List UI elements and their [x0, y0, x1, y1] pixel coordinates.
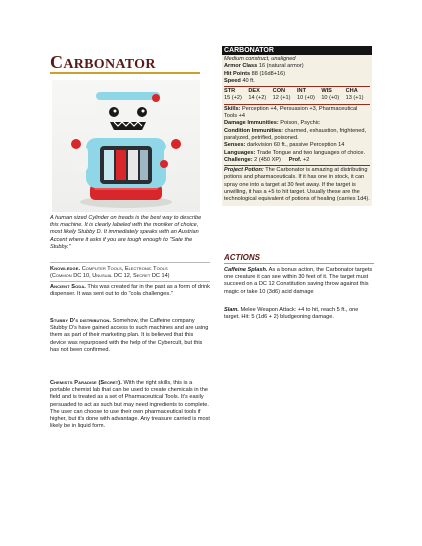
caffeine-splash [224, 267, 374, 296]
chemists-paradise-section [50, 380, 210, 430]
slam-text: Melee Weapon Attack: +4 to hit, reach 5 ft., one target. Hit: 5 (1d6 + 2) bludgeoning damage. [224, 307, 359, 321]
ability-score: 14 (+2) [248, 95, 267, 102]
chemists-paradise-label: Chemists Paradise (Secret). [50, 380, 122, 386]
slam-label: Slam. [224, 307, 239, 313]
ability-name: INT [296, 88, 306, 95]
chemists-paradise-text: With the right skills, this is a portable chemist lab that can be used to create chemicals in the field and is treated as a set of Pharmaceutical Tools. It's easily persuaded to act as such but may need ingredients to complete. The user can choose to use their own pharmaceutical tools if higher, but it's done with advantage. Any treasure carried is most likely be in liquid form. [50, 380, 210, 430]
ability-score: 15 (+2) [224, 95, 242, 102]
armor-class: Armor Class 16 (natural armor) [224, 63, 304, 70]
ability-score: 10 (+0) [321, 95, 340, 102]
distribution-label: Stubby D's distribution. [50, 318, 112, 324]
ability-score: 12 (+1) [272, 95, 291, 102]
divider [50, 262, 210, 263]
robot-illustration-icon [52, 80, 200, 212]
ability-name: CON [272, 88, 286, 95]
caffeine-splash-label: Caffeine Splash. [224, 267, 268, 273]
knowledge-section [50, 266, 210, 280]
hit-points: Hit Points 88 (16d8+16) [224, 70, 286, 77]
knowledge-skills: Computer Tools, Electronic Tools [81, 266, 168, 272]
caffeine-splash-text: As a bonus action, the Carbonator targets one creature it can see within 30 feet of it. The target must succeed on a DC 12 Constitution saving throw against this magic or take 10 (3d6) acid damage [224, 267, 373, 295]
ability-name: WIS [321, 88, 332, 95]
damage-immunities: Damage Immunities: Poison, Psychic [224, 120, 320, 127]
stat-block-name: CARBONATOR [222, 46, 372, 55]
creature-type: Medium construct, unaligned [224, 56, 296, 62]
stat-rule [224, 86, 370, 87]
ancient-soda-section [50, 284, 210, 298]
knowledge-dcs: (Common DC 10, Unusual DC 12, Secret DC 14) [50, 273, 170, 280]
stat-block-body [222, 55, 372, 206]
divider [50, 281, 210, 282]
stat-rule [224, 165, 370, 166]
robot-portrait [52, 80, 200, 212]
project-potion: Project Potion: The Carbonator is amazing at distributing potions and pharmaceuticals. If it has one in stock, it can spray one into a target at 30 feet away. If the target is unwilling, it has a +5 to hit target. Usually these are the technological equivalent of potions of healing (carries 1d4). [224, 167, 370, 203]
ability-name: DEX [248, 88, 260, 95]
ability-scores [224, 95, 370, 102]
skills: Skills: Perception +4, Persuasion +3, Pharmaceutical Tools +4 [224, 105, 358, 120]
page-title [50, 52, 156, 73]
condition-immunities: Condition Immunities: charmed, exhaustion, frightened, paralyzed, petrified, poisoned. [224, 127, 367, 141]
ability-names [224, 88, 370, 95]
languages: Languages: Trade Tongue and two languages of choice. [224, 149, 366, 156]
senses: Senses: darkvision 60 ft., passive Perception 14 [224, 142, 345, 149]
ancient-soda-text: This was created far in the past as a form of drink dispenser. It was sent out to do "cola challenges." [50, 284, 210, 298]
portrait-caption: A human sized Cylinder on treads is the best way to describe this machine. It is clearly labeled with the moniker of choice, most likely Stubby D. It immediately speaks with an Austrian Accent where it asks if you are tough enough to "Sate the Stubby." [50, 215, 202, 250]
distribution-section [50, 318, 210, 354]
ability-score: 10 (+0) [296, 95, 315, 102]
title-initial: C [50, 52, 64, 72]
ability-name: CHA [345, 88, 358, 95]
ability-name: STR [224, 88, 236, 95]
stat-block [222, 46, 372, 206]
speed: Speed 40 ft. [224, 77, 255, 84]
title-rule [50, 72, 200, 74]
title-rest: ARBONATOR [63, 57, 156, 72]
knowledge-label: Knowledge. [50, 266, 81, 272]
ancient-soda-label: Ancient Soda. [50, 284, 86, 290]
stat-rule [224, 104, 370, 105]
actions-rule [224, 263, 374, 264]
distribution-text: Somehow, the Caffeine company Stubby D's have gained access to such machines and are using them as part of their marketing plan. It is believed that this device was repurposed with the help of the Cybercult, but this has not been confirmed. [50, 318, 209, 353]
ability-score: 13 (+1) [345, 95, 364, 102]
actions-title: ACTIONS [224, 253, 260, 262]
challenge: Challenge: 2 (450 XP) Prof. +2 [224, 156, 310, 163]
slam [224, 307, 374, 321]
